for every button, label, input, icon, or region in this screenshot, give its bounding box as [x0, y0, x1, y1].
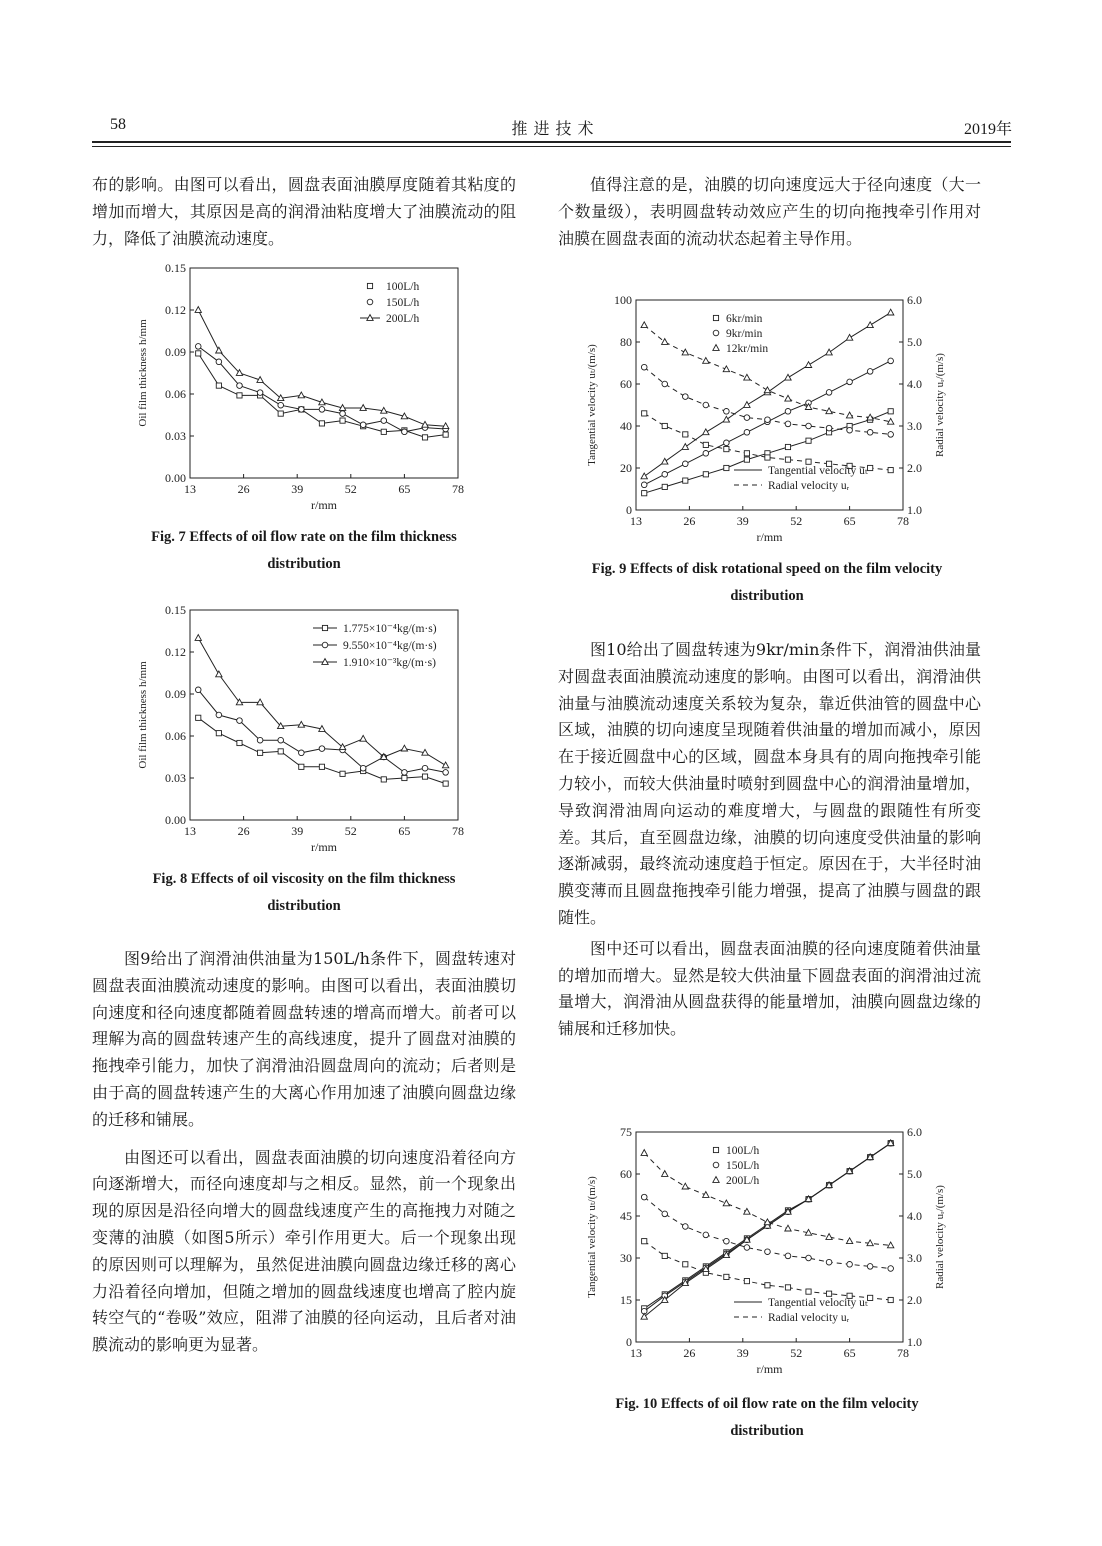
fig10-series-1-radial-point-9: [826, 1259, 832, 1265]
fig8-legend-label-0: 1.775×10⁻⁴kg/(m·s): [343, 623, 437, 635]
fig9-caption: Fig. 9 Effects of disk rotational speed on the film velocity distribution: [591, 561, 943, 604]
journal-name: 推 进 技 术: [511, 121, 595, 138]
fig10-xtick-label-4: 65: [843, 1346, 856, 1360]
fig8-series-0-point-12: [443, 781, 448, 786]
fig10-series-0-radial-point-6: [765, 1283, 770, 1288]
fig8-xtick-label-3: 52: [344, 824, 357, 838]
fig9-series-2-tangential-point-8: [805, 362, 811, 368]
fig10-xtick-label-1: 26: [683, 1346, 696, 1360]
fig10-series-2-tangential-line: [644, 1143, 890, 1317]
fig9-series-0-tangential-point-0: [642, 491, 647, 496]
fig10-series-2-radial-line: [644, 1153, 890, 1245]
fig8-legend-marker-0: [322, 625, 327, 630]
fig10-y2tick-label-3: 4.0: [907, 1209, 922, 1223]
fig7-chart: [128, 258, 478, 523]
fig9-series-1-radial-point-11: [867, 430, 873, 436]
fig9-series-2-tangential-point-9: [826, 349, 832, 355]
fig9-series-2-tangential-point-5: [744, 402, 750, 408]
fig10-series-0-radial-point-5: [744, 1279, 749, 1284]
fig9-series-2-radial-point-3: [703, 358, 709, 364]
fig9-linestyle-label-1: Radial velocity uᵣ: [768, 480, 850, 492]
fig9-series-1-radial-point-8: [806, 423, 812, 429]
fig7-series-0-point-0: [196, 351, 201, 356]
fig9-plot-frame: [636, 300, 903, 510]
left-paragraph-2-3: 图9给出了润滑油供油量为150L/h条件下，圆盘转速对圆盘表面油膜流动速度的影响。由图可以看出，表面油膜切向速度和径向速度都随着圆盘转速的增高而增大。前者可以理解为高的圆盘转速产生的高线速度，提升了圆盘对油膜的拖拽牵引能力，加快了润滑油沿圆盘周向的流动；后者则是由于高的圆盘转速产生的大离心作用加速了油膜向圆盘边缘的迁移和铺展。 由图还可以看出，圆盘表面油膜的切向速度沿着径向方向逐渐增大，而径向速度却与之相反。显然，前一个现象出现的原因是沿径向增大的圆盘线速度产生的高拖拽力对随之变薄的油膜（如图5所示）牵引作用更大。后一个现象出现的原因则可以理解为，虽然促进油膜向圆盘边缘迁移的离心力沿着径向增加，但随之增加的圆盘线速度也增高了腔内旋转空气的“卷吸”效应，阻滞了油膜的径向运动，且后者对油膜流动的影响更为显著。: [92, 949, 516, 1355]
header-rule-thick: [92, 141, 1011, 143]
fig9-y2tick-label-4: 5.0: [907, 335, 922, 349]
fig7-series-1-point-0: [195, 344, 201, 350]
fig8-ytick-label-1: 0.03: [165, 771, 186, 785]
fig10-series-1-radial-line: [644, 1197, 890, 1268]
fig8-series-0-point-0: [196, 715, 201, 720]
fig9-series-0-radial-point-0: [642, 411, 647, 416]
fig9-ytick-label-2: 40: [620, 419, 632, 433]
fig7-series-1-point-8: [360, 422, 366, 428]
fig9-series-2-tangential-point-7: [785, 374, 791, 380]
fig9-series-2-tangential-point-11: [867, 322, 873, 328]
fig7-caption: Fig. 7 Effects of oil flow rate on the film thickness distribution: [151, 529, 457, 572]
fig10-legend-marker-1: [713, 1162, 719, 1168]
fig10-series-1-radial-point-1: [662, 1211, 668, 1217]
fig8-series-1-point-5: [299, 750, 305, 756]
fig7-series-0-point-2: [237, 393, 242, 398]
fig10-ytick-label-3: 45: [620, 1209, 632, 1223]
fig8-series-2-point-8: [360, 735, 366, 741]
fig8-legend-label-2: 1.910×10⁻³kg/(m·s): [343, 657, 436, 669]
fig9-series-0-radial-point-5: [744, 451, 749, 456]
fig8-series-0-point-10: [402, 775, 407, 780]
fig10-ytick-label-5: 75: [620, 1125, 632, 1139]
fig9-legend-label-2: 12kr/min: [726, 343, 769, 355]
fig9-series-0-radial-point-2: [683, 432, 688, 437]
fig10-xtick-label-2: 39: [736, 1346, 749, 1360]
fig7-series-1-line: [198, 346, 445, 431]
fig9-legend-label-0: 6kr/min: [726, 313, 763, 325]
fig8-series-2-point-5: [298, 721, 304, 727]
fig8-series-1-point-12: [443, 770, 449, 776]
fig7-xlabel: r/mm: [311, 498, 337, 512]
fig10-series-0-radial-point-12: [888, 1297, 893, 1302]
fig9-series-1-radial-point-3: [703, 402, 709, 408]
fig9-xtick-label-1: 26: [683, 514, 696, 528]
fig10-legend-label-0: 100L/h: [726, 1145, 760, 1157]
fig7-ytick-label-1: 0.03: [165, 429, 186, 443]
fig9-y2tick-label-5: 6.0: [907, 293, 922, 307]
fig10-series-0-radial-point-4: [724, 1274, 729, 1279]
fig7-series-2-point-1: [216, 347, 222, 353]
fig7-series-0-point-12: [443, 432, 448, 437]
fig9-series-1-tangential-point-9: [826, 390, 832, 396]
fig8-series-1-point-10: [402, 770, 408, 776]
fig8-ytick-label-5: 0.15: [165, 603, 186, 617]
fig9-series-1-tangential-point-1: [662, 472, 668, 478]
fig9-series-2-radial-point-9: [826, 408, 832, 414]
fig9-series-0-radial-point-7: [785, 457, 790, 462]
fig9-series-2-radial-point-6: [764, 387, 770, 393]
fig10-series-1-radial-point-11: [867, 1264, 873, 1270]
fig9-series-2-radial-point-0: [641, 322, 647, 328]
fig9-chart: [580, 290, 980, 552]
fig8-ytick-label-0: 0.00: [165, 813, 186, 827]
fig8-series-0-point-9: [381, 777, 386, 782]
fig10-series-0-radial-point-11: [868, 1295, 873, 1300]
fig10-xtick-label-5: 78: [897, 1346, 909, 1360]
fig10-series-2-radial-point-12: [887, 1242, 893, 1248]
fig7-series-1-point-7: [340, 411, 346, 417]
fig9-series-1-tangential-point-3: [703, 451, 709, 457]
fig10-caption: Fig. 10 Effects of oil flow rate on the film velocity distribution: [615, 1396, 919, 1439]
fig10-legend-marker-2: [713, 1177, 719, 1183]
fig8-series-0-point-2: [237, 740, 242, 745]
fig8-series-0-point-1: [216, 731, 221, 736]
fig9-y2label: Radial velocity uᵣ/(m/s): [934, 353, 946, 457]
fig9-legend-marker-0: [713, 315, 718, 320]
fig9-series-0-tangential-point-1: [662, 484, 667, 489]
fig9-ytick-label-1: 20: [620, 461, 632, 475]
fig9-series-2-tangential-point-12: [887, 309, 893, 315]
fig8-legend-marker-1: [322, 642, 328, 648]
fig7-xtick-label-2: 39: [291, 482, 304, 496]
fig10-legend-label-2: 200L/h: [726, 1175, 760, 1187]
fig9-series-1-radial-point-1: [662, 381, 668, 387]
fig7-xtick-label-5: 78: [452, 482, 464, 496]
fig8-series-1-point-6: [319, 746, 325, 752]
fig9-ytick-label-4: 80: [620, 335, 632, 349]
fig9-legend-marker-2: [713, 345, 719, 351]
fig7-series-0-point-7: [340, 418, 345, 423]
fig8-series-0-point-6: [319, 764, 324, 769]
fig10-series-2-radial-point-2: [682, 1183, 688, 1189]
fig10-linestyle-label-0: Tangential velocity uₜ: [768, 1297, 868, 1309]
fig8-series-0-point-5: [299, 764, 304, 769]
fig10-ytick-label-4: 60: [620, 1167, 632, 1181]
fig10-y2tick-label-1: 2.0: [907, 1293, 922, 1307]
fig8-xtick-label-0: 13: [184, 824, 196, 838]
fig10-series-0-radial-point-9: [826, 1291, 831, 1296]
fig7-ytick-label-0: 0.00: [165, 471, 186, 485]
fig8-series-0-point-11: [422, 774, 427, 779]
fig7-series-1-point-6: [319, 407, 325, 413]
fig9-series-0-tangential-point-5: [744, 457, 749, 462]
fig9-series-1-tangential-point-11: [867, 369, 873, 375]
fig8-series-1-point-3: [257, 737, 263, 743]
fig10-xtick-label-0: 13: [630, 1346, 642, 1360]
fig10-series-1-radial-point-5: [744, 1245, 750, 1251]
fig10-series-2-radial-point-1: [662, 1171, 668, 1177]
fig7-legend-label-1: 150L/h: [386, 297, 420, 309]
fig9-series-0-tangential-point-7: [785, 444, 790, 449]
fig9-series-0-radial-point-1: [662, 423, 667, 428]
fig7-xtick-label-1: 26: [237, 482, 250, 496]
fig7-series-2-point-5: [298, 392, 304, 398]
fig10-series-1-radial-point-4: [724, 1238, 730, 1244]
fig10-series-0-radial-point-8: [806, 1289, 811, 1294]
fig10-ylabel: Tangential velocity uₜ/(m/s): [586, 1176, 598, 1298]
fig7-series-1-point-3: [257, 390, 263, 396]
fig7-legend-label-0: 100L/h: [386, 281, 420, 293]
fig8-series-0-point-3: [257, 750, 262, 755]
fig8-series-2-point-10: [401, 745, 407, 751]
fig9-series-0-tangential-point-3: [703, 472, 708, 477]
fig9-series-0-radial-point-4: [724, 447, 729, 452]
fig9-series-2-radial-point-7: [785, 395, 791, 401]
fig9-series-1-tangential-point-5: [744, 430, 750, 436]
fig8-legend-label-1: 9.550×10⁻⁴kg/(m·s): [343, 640, 437, 652]
fig9-series-1-tangential-point-12: [888, 358, 894, 364]
fig9-xlabel: r/mm: [756, 530, 783, 544]
fig7-xtick-label-3: 52: [344, 482, 357, 496]
fig10-plot-frame: [636, 1132, 903, 1342]
fig10-series-1-radial-point-7: [785, 1253, 791, 1259]
fig10-series-2-radial-point-4: [723, 1200, 729, 1206]
fig9-series-2-radial-point-10: [846, 412, 852, 418]
fig10-y2tick-label-0: 1.0: [907, 1335, 922, 1349]
fig8-xtick-label-4: 65: [398, 824, 411, 838]
fig8-series-1-point-2: [237, 718, 243, 724]
fig10-series-1-radial-point-0: [641, 1194, 647, 1200]
fig9-series-1-tangential-point-7: [785, 409, 791, 415]
fig7-series-1-point-4: [278, 402, 284, 408]
fig7-series-0-point-6: [319, 421, 324, 426]
fig10-xlabel: r/mm: [756, 1362, 783, 1376]
fig9-series-2-tangential-point-2: [682, 444, 688, 450]
fig9-series-0-radial-point-8: [806, 459, 811, 464]
page-number: 58: [110, 116, 126, 133]
fig9-series-1-tangential-point-4: [724, 440, 730, 446]
fig8-ytick-label-4: 0.12: [165, 645, 186, 659]
fig8-xlabel: r/mm: [311, 840, 337, 854]
fig9-ytick-label-5: 100: [614, 293, 632, 307]
left-paragraph-1: 布的影响。由图可以看出，圆盘表面油膜厚度随着其粘度的增加而增大，其原因是高的润滑油粘度增大了油膜流动的阻力，降低了油膜流动速度。: [92, 175, 516, 248]
fig10-series-1-radial-point-10: [847, 1262, 853, 1268]
fig7-ytick-label-5: 0.15: [165, 261, 186, 275]
fig10-series-0-radial-point-7: [785, 1285, 790, 1290]
fig8-ytick-label-3: 0.09: [165, 687, 186, 701]
fig9-series-2-tangential-point-4: [723, 416, 729, 422]
fig9-legend-marker-1: [713, 330, 719, 336]
fig9-ytick-label-3: 60: [620, 377, 632, 391]
fig9-series-2-tangential-point-3: [703, 429, 709, 435]
fig8-series-2-point-0: [195, 635, 201, 641]
fig10-y2label: Radial velocity uᵣ/(m/s): [934, 1185, 946, 1289]
fig8-series-1-point-11: [422, 765, 428, 771]
fig10-series-0-radial-point-0: [642, 1239, 647, 1244]
fig9-series-0-tangential-point-8: [806, 438, 811, 443]
fig10-series-2-tangential-point-0: [641, 1313, 647, 1319]
fig10-series-1-radial-point-8: [806, 1255, 812, 1261]
fig9-series-0-radial-point-3: [703, 442, 708, 447]
fig8-xtick-label-2: 39: [291, 824, 304, 838]
fig8-series-0-point-7: [340, 771, 345, 776]
fig9-series-2-radial-line: [644, 325, 890, 422]
fig9-ytick-label-0: 0: [626, 503, 632, 517]
fig7-series-1-point-2: [237, 383, 243, 389]
fig9-series-1-radial-point-2: [682, 394, 688, 400]
fig9-series-0-tangential-point-12: [888, 409, 893, 414]
fig9-series-1-tangential-point-10: [847, 379, 853, 385]
fig9-xtick-label-5: 78: [897, 514, 909, 528]
fig9-xtick-label-3: 52: [790, 514, 803, 528]
fig8-xtick-label-5: 78: [452, 824, 464, 838]
fig9-ylabel: Tangential velocity uₜ/(m/s): [586, 344, 598, 466]
fig9-series-0-radial-point-6: [765, 455, 770, 460]
fig8-series-2-point-1: [216, 671, 222, 677]
fig7-ylabel: Oil film thickness h/mm: [137, 319, 149, 427]
fig9-series-1-radial-point-7: [785, 421, 791, 427]
fig10-series-1-radial-point-3: [703, 1232, 709, 1238]
fig7-series-1-point-5: [299, 407, 305, 413]
fig10-series-0-radial-point-2: [683, 1262, 688, 1267]
fig8-series-2-point-12: [442, 762, 448, 768]
fig7-ytick-label-2: 0.06: [165, 387, 186, 401]
fig10-legend-marker-0: [713, 1147, 718, 1152]
fig7-series-0-point-11: [422, 435, 427, 440]
fig7-series-1-point-10: [402, 429, 408, 435]
fig8-series-1-point-4: [278, 737, 284, 743]
fig9-series-1-radial-point-6: [765, 417, 771, 423]
fig7-series-0-point-1: [216, 383, 221, 388]
fig9-y2tick-label-2: 3.0: [907, 419, 922, 433]
fig10-chart: [580, 1122, 980, 1384]
fig9-series-0-tangential-point-4: [724, 465, 729, 470]
fig8-chart: [128, 600, 478, 865]
fig7-ytick-label-3: 0.09: [165, 345, 186, 359]
fig9-series-2-tangential-point-10: [846, 334, 852, 340]
fig8-series-1-point-1: [216, 712, 222, 718]
fig7-legend-marker-0: [367, 283, 372, 288]
fig10-ytick-label-2: 30: [620, 1251, 632, 1265]
right-paragraph-2-3: 图10给出了圆盘转速为9kr/min条件下，润滑油供油量对圆盘表面油膜流动速度的影响。由图可以看出，润滑油供油量与油膜流动速度关系较为复杂，靠近供油管的圆盘中心区域，油膜的切向速度呈现随着供油量的增加而减小，原因在于接近圆盘中心的区域，圆盘本身具有的周向拖拽牵引能力较小，而较大供油量时喷射到圆盘中心的润滑油量增加，导致润滑油周向运动的难度增大，与圆盘的跟随性有所变差。其后，直至圆盘边缘，油膜的切向速度受供油量的影响逐渐减弱，最终流动速度趋于恒定。原因在于，大半径时油膜变薄而且圆盘拖拽牵引能力增强，提高了油膜与圆盘的跟随性。 图中还可以看出，圆盘表面油膜的径向速度随着供油量的增加而增大。显然是较大供油量下圆盘表面的润滑油过流量增大，润滑油从圆盘获得的能量增加，油膜向圆盘边缘的铺展和迁移加快。: [558, 640, 981, 1039]
fig10-ytick-label-1: 15: [620, 1293, 632, 1307]
fig10-y2tick-label-2: 3.0: [907, 1251, 922, 1265]
fig8-series-1-point-0: [195, 687, 201, 693]
fig8-ytick-label-2: 0.06: [165, 729, 186, 743]
fig8-series-0-point-4: [278, 749, 283, 754]
fig7-series-1-point-1: [216, 359, 222, 365]
fig9-xtick-label-4: 65: [843, 514, 856, 528]
header-rule-thin: [92, 146, 1011, 147]
fig9-legend-label-1: 9kr/min: [726, 328, 763, 340]
fig9-series-2-radial-point-5: [744, 374, 750, 380]
fig9-series-1-radial-point-5: [744, 415, 750, 421]
fig7-legend-label-2: 200L/h: [386, 313, 420, 325]
fig9-series-1-radial-point-4: [724, 409, 730, 415]
fig10-series-1-radial-point-6: [765, 1249, 771, 1255]
fig7-series-0-point-9: [381, 429, 386, 434]
fig9-series-1-tangential-point-0: [641, 482, 647, 488]
fig9-series-2-tangential-point-0: [641, 473, 647, 479]
fig10-series-1-radial-point-2: [682, 1224, 688, 1230]
right-paragraph-1: 值得注意的是，油膜的切向速度远大于径向速度（大一个数量级），表明圆盘转动效应产生的切向拖拽牵引作用对油膜在圆盘表面的流动状态起着主导作用。: [558, 175, 981, 248]
fig9-series-0-radial-point-12: [888, 468, 893, 473]
fig7-legend-marker-1: [367, 299, 373, 305]
fig9-series-2-tangential-point-1: [662, 458, 668, 464]
fig8-ylabel: Oil film thickness h/mm: [137, 661, 149, 769]
fig10-legend-label-1: 150L/h: [726, 1160, 760, 1172]
fig7-series-1-point-9: [381, 418, 387, 424]
fig10-series-0-radial-point-1: [662, 1253, 667, 1258]
fig7-series-2-point-0: [195, 307, 201, 313]
fig10-series-1-radial-point-12: [888, 1266, 894, 1272]
fig10-y2tick-label-5: 6.0: [907, 1125, 922, 1139]
fig9-linestyle-label-0: Tangential velocity uₜ: [768, 465, 868, 477]
fig8-xtick-label-1: 26: [237, 824, 250, 838]
fig10-linestyle-label-1: Radial velocity uᵣ: [768, 1312, 850, 1324]
fig9-series-1-radial-point-12: [888, 432, 894, 438]
fig8-caption: Fig. 8 Effects of oil viscosity on the film thickness distribution: [152, 871, 456, 914]
fig7-series-0-point-4: [278, 411, 283, 416]
fig9-series-2-radial-point-2: [682, 349, 688, 355]
fig9-y2tick-label-1: 2.0: [907, 461, 922, 475]
fig9-y2tick-label-3: 4.0: [907, 377, 922, 391]
fig7-xtick-label-0: 13: [184, 482, 196, 496]
fig7-ytick-label-4: 0.12: [165, 303, 186, 317]
fig9-y2tick-label-0: 1.0: [907, 503, 922, 517]
fig9-xtick-label-0: 13: [630, 514, 642, 528]
fig7-xtick-label-4: 65: [398, 482, 411, 496]
fig9-series-0-tangential-point-2: [683, 478, 688, 483]
fig9-series-1-tangential-point-2: [682, 461, 688, 467]
fig10-series-2-radial-point-0: [641, 1150, 647, 1156]
fig9-xtick-label-2: 39: [736, 514, 749, 528]
fig9-series-1-radial-point-9: [826, 425, 832, 431]
year: 2019年: [963, 121, 1012, 138]
fig10-xtick-label-3: 52: [790, 1346, 803, 1360]
fig10-series-2-radial-point-9: [826, 1234, 832, 1240]
fig9-series-2-radial-point-1: [662, 339, 668, 345]
fig9-series-1-radial-point-0: [641, 364, 647, 370]
fig8-series-1-point-8: [360, 765, 366, 771]
fig10-y2tick-label-4: 5.0: [907, 1167, 922, 1181]
fig9-series-1-radial-point-10: [847, 427, 853, 433]
fig9-series-0-radial-point-11: [868, 465, 873, 470]
fig10-ytick-label-0: 0: [626, 1335, 632, 1349]
